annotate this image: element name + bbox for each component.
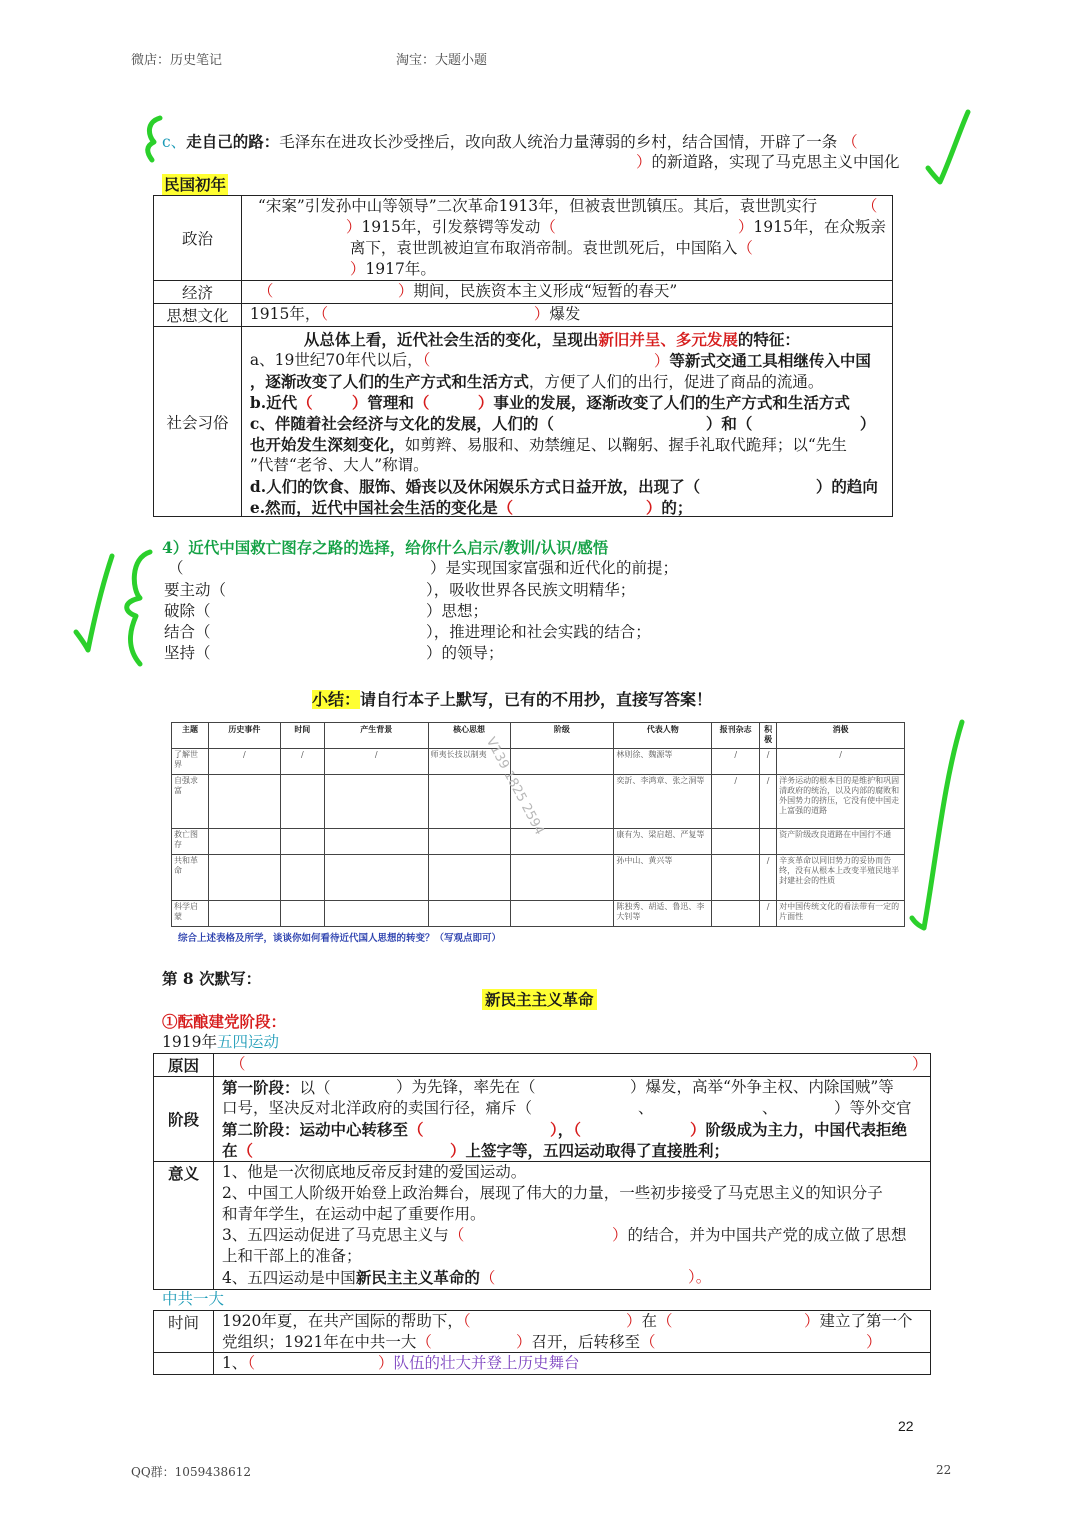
summary-cell: /	[208, 749, 280, 775]
summary-cell: 共和革命	[172, 855, 209, 901]
summary-cell: /	[324, 749, 428, 775]
year-line: 1919年五四运动	[162, 1033, 279, 1051]
summary-header-cell: 时间	[280, 723, 324, 749]
social-cell: 从总体上看，近代社会生活的变化，呈现出新旧并呈、多元发展的特征： a、19世纪70年代以后，（ ）等新式交通工具相继传入中国 ，逐渐改变了人们的生产方式和生活方式，方便了人们的出行，促进了商品的流通。 b.近代（ ）管理和（ ）事业的发展，逐渐改变了人们的生产方式和生活方式 c、伴随着社会经济与文化的发展，人们的（ ）和（ ） 也开始发生深刻变化，如剪辫、易服和、劝禁缠足、以鞠躬、握手礼取代跪拜；以“先生 ”代替“老爷、大人”称谓。 d.人们的饮食、服饰、婚丧以及休闲娱乐方式日益开放，出现了（ ）的趋向 e.然而，近代中国社会生活的变化是（ ）的；	[241, 327, 892, 517]
culture-cell: 1915年，（ ）爆发	[241, 304, 892, 327]
summary-cell: 科学启蒙	[172, 901, 209, 927]
summary-cell: /	[760, 855, 777, 901]
sec4-l5a: 坚持（	[164, 644, 211, 662]
sec4-title: 4）近代中国救亡图存之路的选择，给你什么启示/教训/认识/感悟	[162, 538, 609, 557]
stage-label: 阶段	[154, 1077, 214, 1162]
politics-label: 政治	[154, 196, 242, 281]
check-mark-1	[928, 112, 968, 182]
header-center: 淘宝：大题小题	[396, 53, 488, 68]
summary-header-cell: 积极	[760, 723, 777, 749]
summary-cell: /	[760, 901, 777, 927]
time-cell: 1920年夏，在共产国际的帮助下，（ ）在（ ）建立了第一个 党组织；1921年在中共一大（ ）召开，后转移至（ ）	[213, 1311, 930, 1353]
check-mark-2	[76, 556, 112, 650]
sec4-l5b: ）的领导；	[426, 644, 504, 662]
summary-cell: 了解世界	[172, 749, 209, 775]
summary-cell: /	[777, 749, 905, 775]
zhonggong-title: 中共一大	[162, 1290, 225, 1308]
header-left: 微店：历史笔记	[131, 53, 223, 68]
xmz-title: 新民主主义革命	[482, 989, 597, 1010]
summary-cell: /	[760, 749, 777, 775]
sec4-l4b: ），推进理论和社会实践的结合；	[426, 623, 651, 641]
summary-cell: 林则徐、魏源等	[614, 749, 712, 775]
r3-cell: 1、（ ）队伍的壮大并登上历史舞台	[213, 1353, 930, 1375]
summary-note: 综合上述表格及所学，谈谈你如何看待近代国人思想的转变？（写观点即可）	[178, 933, 502, 944]
summary-cell: /	[712, 749, 760, 775]
summary-cell: 对中国传统文化的看法带有一定的片面性	[777, 901, 905, 927]
summary-cell: 洋务运动的根本目的是维护和巩固清政府的统治，以及内部的腐败和外国势力的挤压，它没有使中国走上富强的道路	[777, 775, 905, 829]
meaning-cell: 1、他是一次彻底地反帝反封建的爱国运动。 2、中国工人阶级开始登上政治舞台，展现了伟大的力量，一些初步接受了马克思主义的知识分子 和青年学生，在运动中起了重要作用。 3、五四运动促进了马克思主义与（ ）的结合，并为中国共产党的成立做了思想 上和干部上的准备； 4、五四运动是中国新民主主义革命的（ ）。	[213, 1162, 930, 1290]
sec-c-line2: ）的新道路，实现了马克思主义中国化	[636, 153, 900, 171]
culture-label: 思想文化	[154, 304, 242, 327]
check-mark-3	[912, 722, 962, 928]
watermark: V139 1825 2594	[482, 735, 547, 838]
dictation-label: 第 8 次默写：	[162, 969, 262, 988]
summary-cell: 辛亥革命以同旧势力的妥协而告终，没有从根本上改变半殖民地半封建社会的性质	[777, 855, 905, 901]
summary-header-cell: 消极	[777, 723, 905, 749]
summary-cell: 陈独秀、胡适、鲁迅、李大钊等	[614, 901, 712, 927]
summary-cell: 自强求富	[172, 775, 209, 829]
brace-mark-1	[148, 118, 160, 160]
summary-cell: 师夷长技以制夷	[428, 749, 510, 775]
summary-header-cell: 核心思想	[428, 723, 510, 749]
footer-left: QQ群：1059438612	[131, 1465, 252, 1479]
cause-label: 原因	[154, 1054, 214, 1077]
meaning-label: 意义	[154, 1162, 214, 1290]
time-label: 时间	[154, 1311, 214, 1353]
summary-header-cell: 阶级	[510, 723, 614, 749]
sec4-l1: ）是实现国家富强和近代化的前提；	[430, 559, 679, 577]
summary-cell: /	[280, 749, 324, 775]
summary-header-cell: 产生背景	[324, 723, 428, 749]
summary-cell: 奕訢、李鸿章、张之洞等	[614, 775, 712, 829]
sec4-l3a: 破除（	[164, 602, 211, 620]
politics-cell: “宋案”引发孙中山等领导”二次革命1913年，但被袁世凯镇压。其后，袁世凯实行 （ ）1915年，引发蔡锷等发动（ ）1915年，在众叛亲 离下，袁世凯被迫宣布取消帝制。袁世凯死后，中国陷入（ ）1917年。	[241, 196, 892, 281]
summary-header-cell: 报刊杂志	[712, 723, 760, 749]
stage-cell: 第一阶段：以（ ）为先锋，率先在（ ）爆发，高举“外争主权、内除国贼”等 口号，坚决反对北洋政府的卖国行径，痛斥（ 、 、 ）等外交官 第二阶段：运动中心转移至（ ），（ ）阶级成为主力，中国代表拒绝 在（ ）上签字等，五四运动取得了直接胜利；	[213, 1077, 930, 1162]
sec4-l3b: ）思想；	[426, 602, 489, 620]
sec4-l1-open: （	[168, 559, 184, 577]
brace-mark-2	[127, 552, 150, 664]
economy-label: 经济	[154, 281, 242, 304]
footer-right: 22	[936, 1463, 952, 1477]
sec4-l2b: ），吸收世界各民族文明精华；	[426, 581, 636, 599]
economy-cell: （ ）期间，民族资本主义形成“短暂的春天”	[241, 281, 892, 304]
page-number: 22	[898, 1418, 914, 1434]
stage-title: ①酝酿建党阶段：	[162, 1012, 287, 1031]
summary-cell: /	[712, 775, 760, 829]
summary-cell: 资产阶级改良道路在中国行不通	[777, 829, 905, 855]
sec-c-line1: c、走自己的路：毛泽东在进攻长沙受挫后，改向敌人统治力量薄弱的乡村，结合国情，开辟了一条 （	[162, 132, 858, 151]
sec4-l4a: 结合（	[164, 623, 211, 641]
summary-header-cell: 代表人物	[614, 723, 712, 749]
summary-cell: /	[760, 775, 777, 829]
cause-cell: （ ）	[213, 1054, 930, 1077]
summary-cell: 救亡图存	[172, 829, 209, 855]
sec4-l2a: 要主动（	[164, 581, 227, 599]
minguo-title: 民国初年	[164, 175, 227, 194]
summary-heading: 小结：请自行本子上默写，已有的不用抄，直接写答案！	[312, 690, 713, 709]
summary-header-cell: 历史事件	[208, 723, 280, 749]
summary-cell: 孙中山、黄兴等	[614, 855, 712, 901]
summary-cell: 康有为、梁启超、严复等	[614, 829, 712, 855]
summary-header-cell: 主题	[172, 723, 209, 749]
social-label: 社会习俗	[154, 327, 242, 517]
